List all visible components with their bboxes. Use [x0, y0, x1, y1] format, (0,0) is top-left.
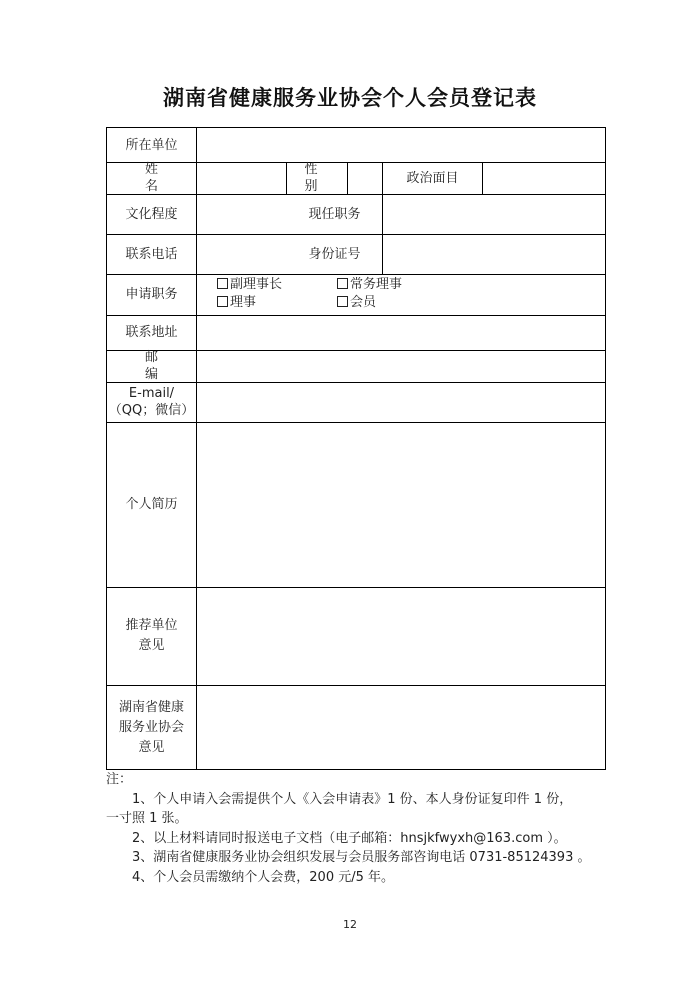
registration-form: [106, 127, 606, 770]
form-title: 湖南省健康服务业协会个人会员登记表: [163, 85, 537, 110]
association-label: 湖南省健康 服务业协会 意见: [118, 699, 184, 755]
note-4: 4、个人会员需缴纳个人会费，200 元/5 年。: [132, 869, 394, 885]
position-field[interactable]: [383, 194, 605, 234]
option-director[interactable]: 理事: [217, 295, 256, 311]
checkbox-icon[interactable]: [337, 296, 348, 307]
option-vice-chairman[interactable]: 副理事长: [217, 277, 282, 293]
note-1-continued: 一寸照 1 张。: [106, 811, 188, 826]
recommend-label: 推荐单位 意见: [125, 618, 178, 653]
note-3: 3、湖南省健康服务业协会组织发展与会员服务部咨询电话 0731-85124393 。: [132, 850, 591, 865]
name-label: 姓 名: [144, 162, 184, 194]
page-number: 12: [343, 918, 357, 931]
association-field[interactable]: [197, 685, 605, 770]
postcode-label: 邮 编: [144, 350, 184, 382]
education-field[interactable]: [197, 194, 287, 234]
apply-label: 申请职务: [125, 287, 178, 302]
position-label: 现任职务: [308, 206, 361, 222]
email-label: E-mail/ （QQ；微信）: [108, 386, 195, 418]
notes-section: [106, 770, 606, 887]
address-field[interactable]: [197, 315, 605, 350]
education-label: 文化程度: [125, 206, 178, 222]
option-executive-director[interactable]: 常务理事: [337, 277, 402, 293]
checkbox-icon[interactable]: [337, 278, 348, 289]
recommend-field[interactable]: [197, 587, 605, 685]
note-1: 1、个人申请入会需提供个人《入会申请表》1 份、本人身份证复印件 1 份，: [132, 791, 573, 807]
email-field[interactable]: [197, 382, 605, 422]
address-label: 联系地址: [125, 325, 178, 340]
id-label: 身份证号: [308, 246, 361, 262]
unit-label: 所在单位: [125, 137, 178, 153]
political-label: 政治面目: [406, 170, 459, 186]
name-field[interactable]: [197, 162, 286, 194]
gender-field[interactable]: [348, 162, 382, 194]
gender-label: 性 别: [304, 162, 330, 194]
unit-field[interactable]: [197, 128, 605, 162]
political-field[interactable]: [483, 162, 605, 194]
phone-field[interactable]: [197, 234, 287, 274]
resume-field[interactable]: [197, 422, 605, 587]
resume-label: 个人简历: [125, 497, 178, 512]
note-2: 2、以上材料请同时报送电子文档（电子邮箱：hnsjkfwyxh@163.com ）。: [132, 830, 567, 846]
id-field[interactable]: [383, 234, 605, 274]
postcode-field[interactable]: [197, 350, 605, 382]
notes-heading: 注：: [106, 772, 133, 787]
option-member[interactable]: 会员: [337, 295, 376, 311]
phone-label: 联系电话: [125, 246, 178, 262]
checkbox-icon[interactable]: [217, 296, 228, 307]
checkbox-icon[interactable]: [217, 278, 228, 289]
